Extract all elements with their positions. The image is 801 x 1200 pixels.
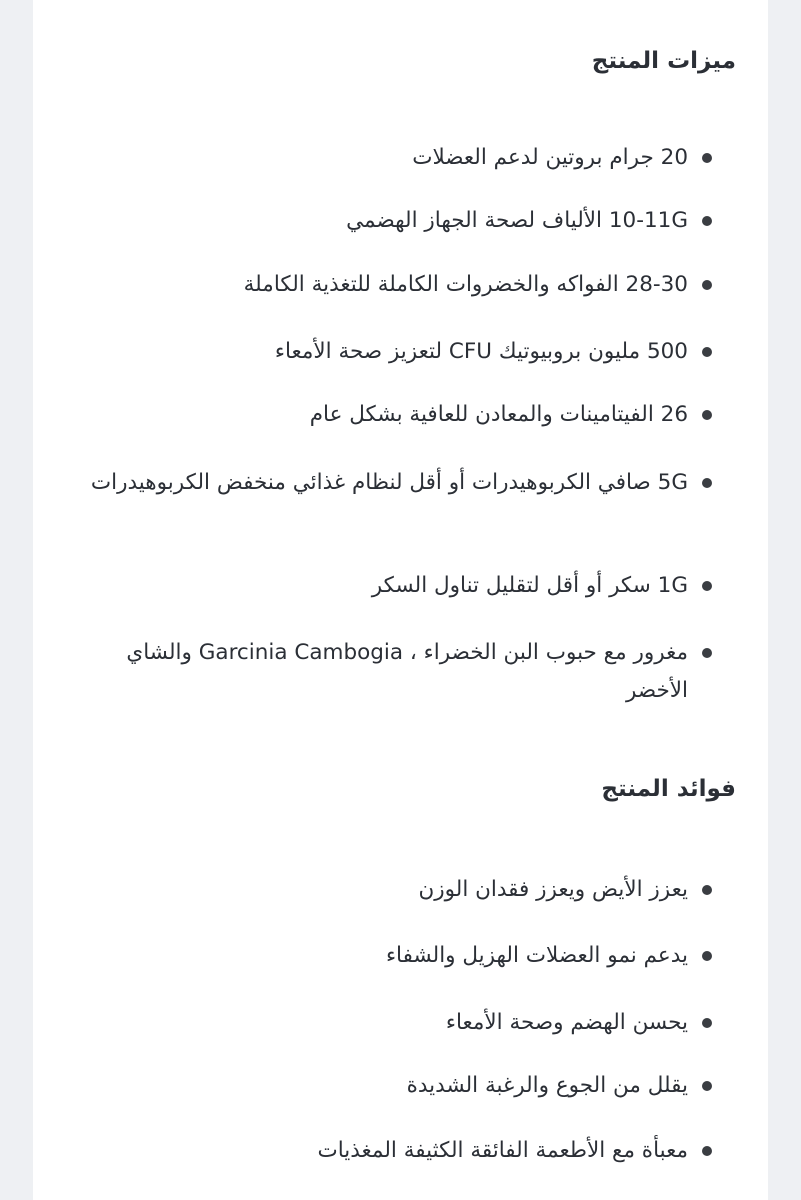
list-item — [88, 1068, 688, 1103]
list-item — [88, 203, 688, 238]
list-item — [88, 1133, 688, 1168]
list-item — [88, 872, 688, 907]
product-info-card — [33, 0, 768, 1200]
list-item — [88, 1005, 688, 1040]
feature-text: 5G صافي الكربوهيدرات أو أقل لنظام غذائي منخفض الكربوهيدرات — [90, 470, 688, 495]
feature-text: 28-30 الفواكه والخضروات الكاملة للتغذية الكاملة — [243, 272, 688, 297]
list-item — [88, 140, 688, 175]
bullet-icon — [702, 1081, 712, 1091]
list-item — [88, 267, 688, 302]
feature-text: 26 الفيتامينات والمعادن للعافية بشكل عام — [309, 402, 688, 427]
benefit-text: يقلل من الجوع والرغبة الشديدة — [406, 1073, 688, 1098]
feature-text: 10-11G الألياف لصحة الجهاز الهضمي — [346, 208, 688, 233]
list-item — [88, 938, 688, 973]
bullet-icon — [702, 1146, 712, 1156]
feature-text: 20 جرام بروتين لدعم العضلات — [412, 145, 688, 170]
list-item — [88, 464, 688, 502]
bullet-icon — [702, 885, 712, 895]
list-item — [88, 568, 688, 603]
list-item — [88, 397, 688, 432]
features-title: ميزات المنتج — [591, 48, 736, 74]
bullet-icon — [702, 581, 712, 591]
bullet-icon — [702, 478, 712, 488]
benefits-title: فوائد المنتج — [601, 776, 736, 802]
feature-text: 500 مليون بروبيوتيك CFU لتعزيز صحة الأمعاء — [274, 339, 688, 364]
bullet-icon — [702, 280, 712, 290]
list-item — [88, 334, 688, 369]
benefit-text: يحسن الهضم وصحة الأمعاء — [445, 1010, 688, 1035]
bullet-icon — [702, 951, 712, 961]
feature-text: 1G سكر أو أقل لتقليل تناول السكر — [371, 573, 688, 598]
bullet-icon — [702, 216, 712, 226]
benefit-text: معبأة مع الأطعمة الفائقة الكثيفة المغذيات — [317, 1138, 688, 1163]
feature-text: مغرور مع حبوب البن الخضراء ، Garcinia Cambogia والشاي الأخضر — [126, 640, 688, 703]
bullet-icon — [702, 153, 712, 163]
benefit-text: يدعم نمو العضلات الهزيل والشفاء — [385, 943, 688, 968]
bullet-icon — [702, 410, 712, 420]
benefit-text: يعزز الأيض ويعزز فقدان الوزن — [418, 877, 688, 902]
list-item — [88, 634, 688, 710]
bullet-icon — [702, 648, 712, 658]
bullet-icon — [702, 1018, 712, 1028]
bullet-icon — [702, 347, 712, 357]
